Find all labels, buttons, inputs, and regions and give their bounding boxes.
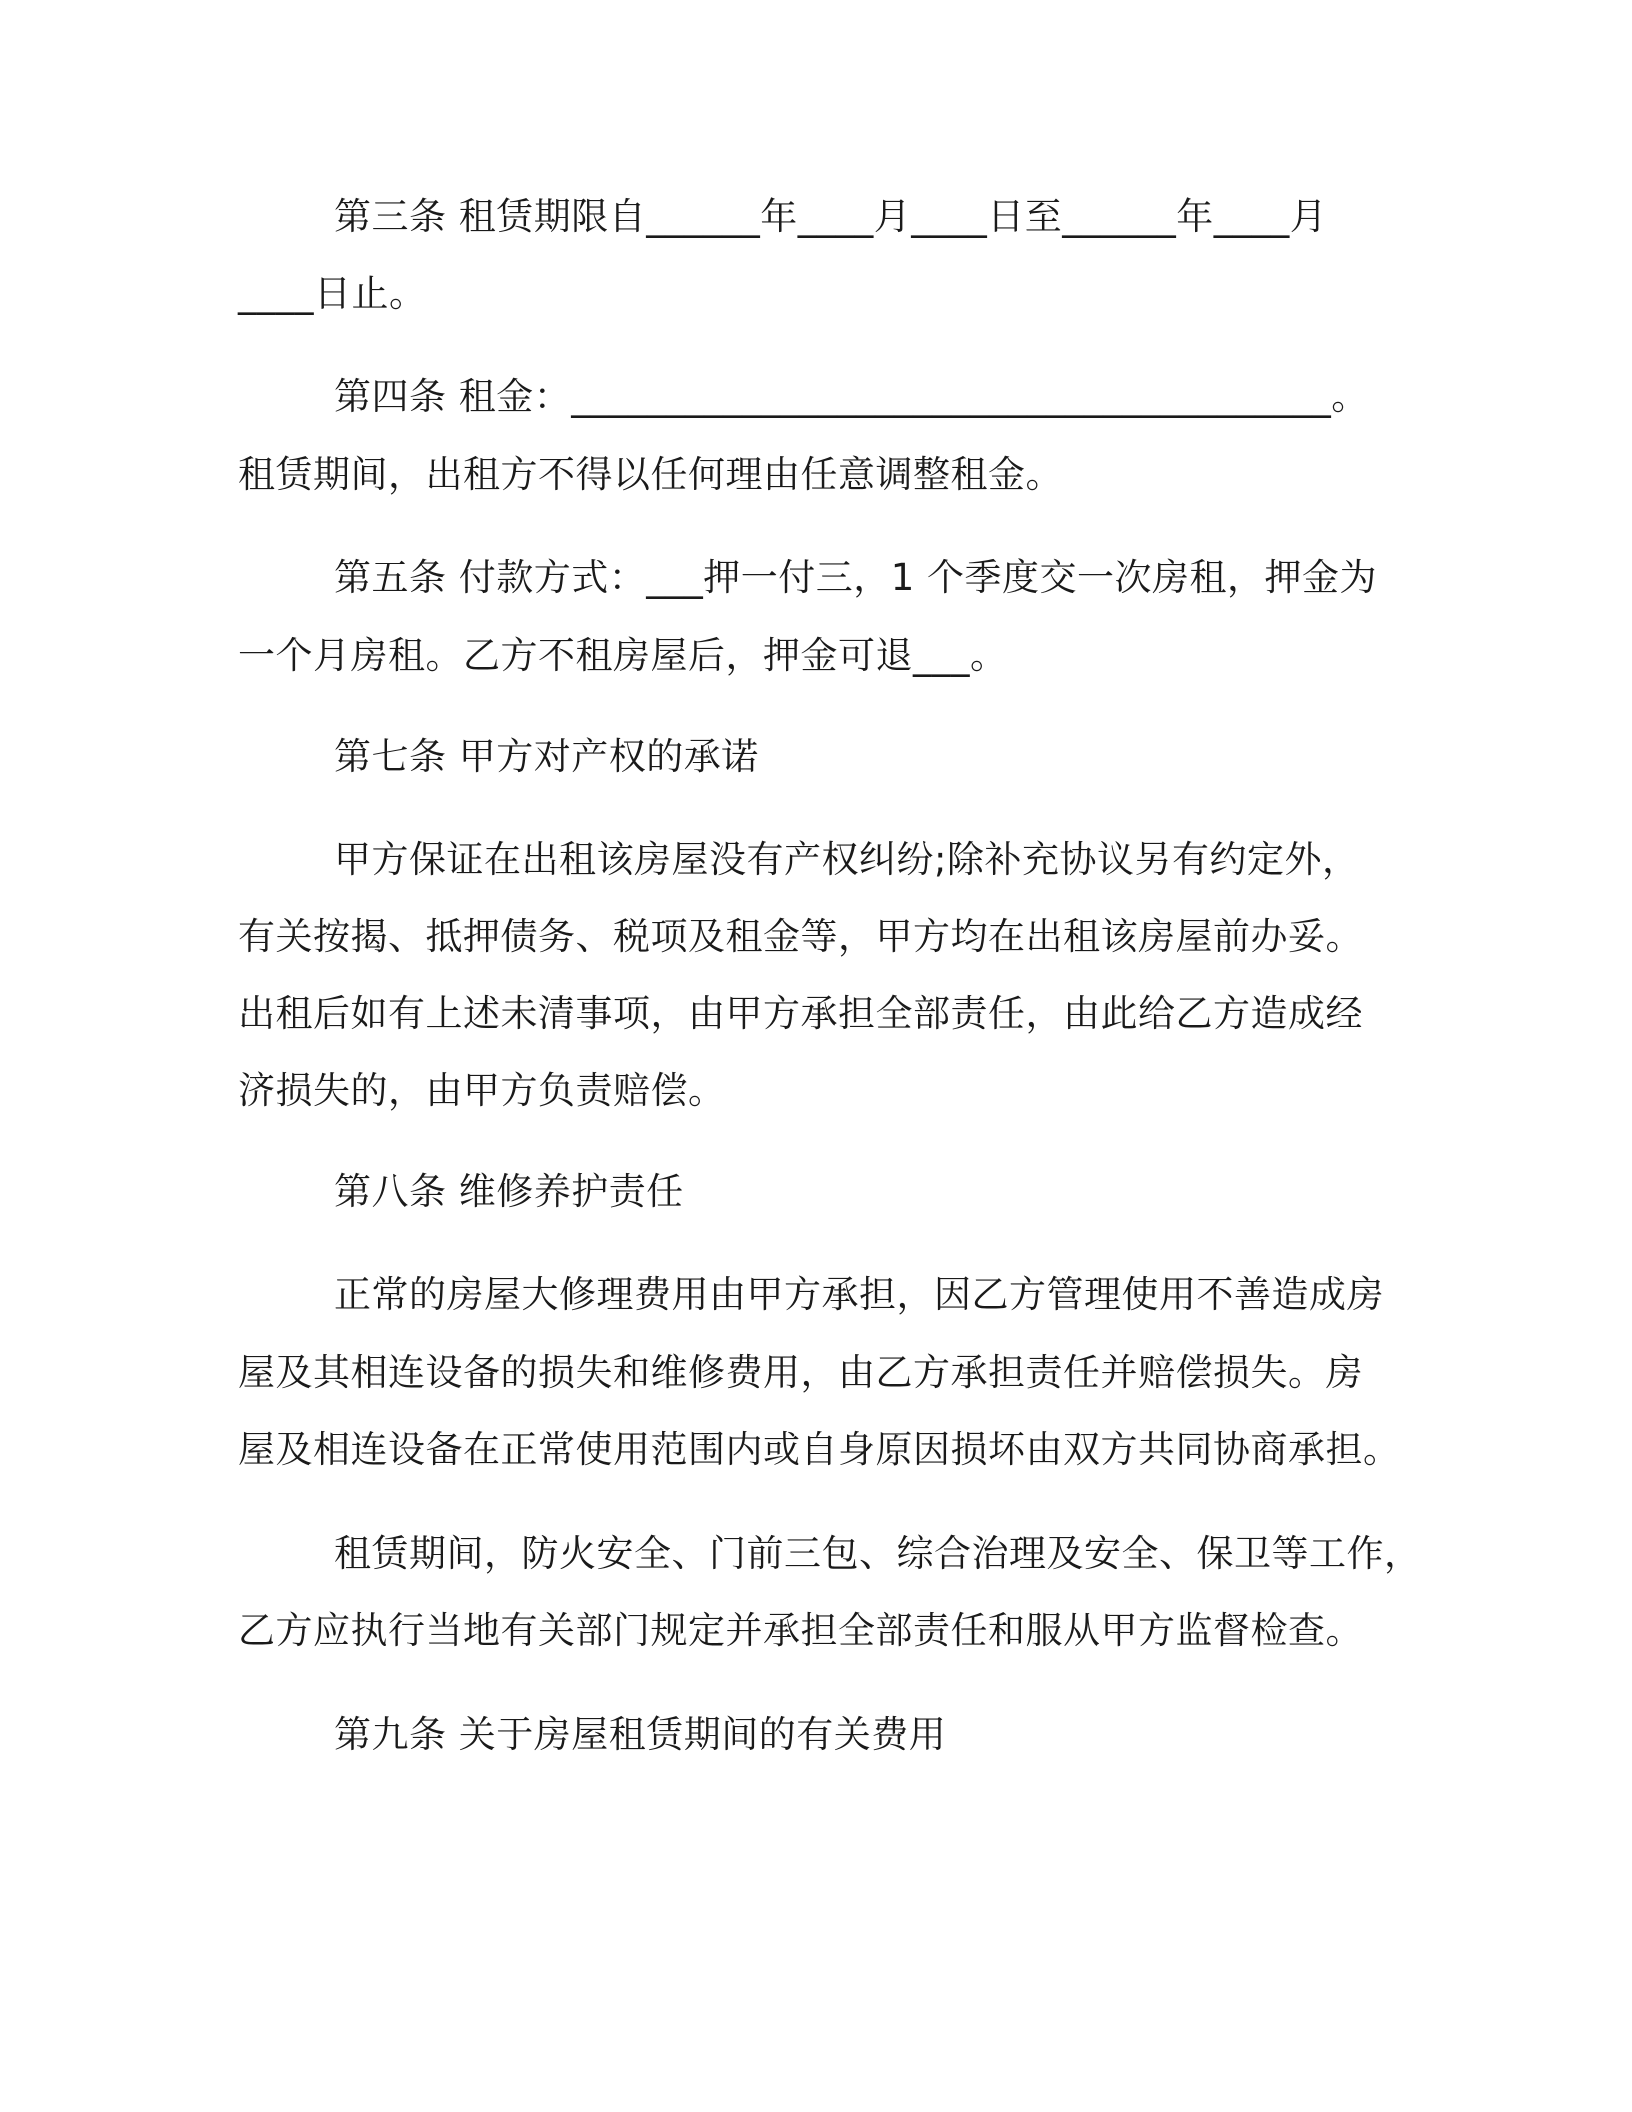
article-7-line-1: 甲方保证在出租该房屋没有产权纠纷;除补充协议另有约定外， xyxy=(334,838,1360,881)
article-5-line-2: 一个月房租。乙方不租房屋后，押金可退___。 xyxy=(238,634,1008,677)
article-4-line-2: 租赁期间，出租方不得以任何理由任意调整租金。 xyxy=(238,453,1063,496)
article-7-line-4: 济损失的，由甲方负责赔偿。 xyxy=(238,1069,726,1112)
article-4-line-1: 第四条 租金：________________________________________。 xyxy=(334,375,1369,418)
article-5-line-1: 第五条 付款方式：___押一付三，1 个季度交一次房租，押金为 xyxy=(334,556,1378,599)
article-3-line-2: ____日止。 xyxy=(238,272,427,315)
article-7-line-2: 有关按揭、抵押债务、税项及租金等，甲方均在出租该房屋前办妥。 xyxy=(238,915,1363,958)
article-9-heading: 第九条 关于房屋租赁期间的有关费用 xyxy=(334,1713,947,1756)
article-8-para-1-line-2: 屋及其相连设备的损失和维修费用，由乙方承担责任并赔偿损失。房 xyxy=(238,1351,1363,1394)
article-8-para-1-line-1: 正常的房屋大修理费用由甲方承担，因乙方管理使用不善造成房 xyxy=(334,1273,1384,1316)
article-3-line-1: 第三条 租赁期限自______年____月____日至______年____月 xyxy=(334,195,1328,238)
article-8-para-2-line-1: 租赁期间，防火安全、门前三包、综合治理及安全、保卫等工作， xyxy=(334,1532,1422,1575)
article-8-heading: 第八条 维修养护责任 xyxy=(334,1170,684,1213)
article-8-para-1-line-3: 屋及相连设备在正常使用范围内或自身原因损坏由双方共同协商承担。 xyxy=(238,1428,1401,1471)
article-7-line-3: 出租后如有上述未清事项，由甲方承担全部责任，由此给乙方造成经 xyxy=(238,992,1363,1035)
article-8-para-2-line-2: 乙方应执行当地有关部门规定并承担全部责任和服从甲方监督检查。 xyxy=(238,1609,1363,1652)
article-7-heading: 第七条 甲方对产权的承诺 xyxy=(334,735,759,778)
